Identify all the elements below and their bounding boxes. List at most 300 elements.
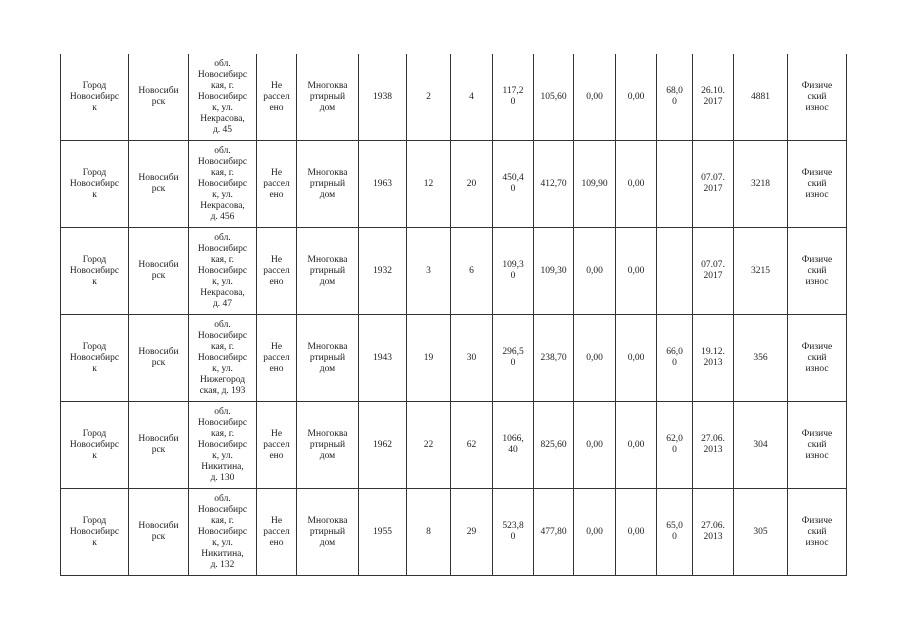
- cell-line: 412,70: [540, 178, 567, 189]
- count-a-cell: [407, 141, 451, 228]
- table-row: [61, 315, 847, 402]
- cell-text: [693, 521, 733, 543]
- cell-text: [788, 342, 846, 375]
- cell-line: обл.: [214, 319, 231, 330]
- cell-line: 2017: [703, 271, 723, 281]
- locality-cell: [61, 402, 129, 489]
- cell-line: дом: [319, 102, 336, 113]
- document-number-cell: [734, 54, 788, 141]
- cell-text: [129, 86, 188, 108]
- date-cell: [693, 402, 734, 489]
- cell-line: 0,00: [627, 439, 645, 450]
- cell-line: ский: [807, 439, 827, 450]
- cell-line: 2017: [703, 184, 723, 194]
- cell-text: [451, 266, 492, 277]
- cell-text: [616, 92, 656, 103]
- cell-line: обл.: [214, 232, 231, 243]
- cell-text: [359, 353, 406, 364]
- year-cell: [359, 402, 407, 489]
- document-number-cell: [734, 402, 788, 489]
- reason-cell: [788, 54, 847, 141]
- house-type-cell: [297, 489, 359, 576]
- cell-line: Физиче: [801, 428, 833, 439]
- cell-line: 1962: [373, 439, 392, 450]
- cell-line: Новосибирс: [69, 265, 120, 276]
- cell-text: [534, 353, 573, 364]
- cell-text: [407, 353, 450, 364]
- cell-text: [734, 92, 787, 103]
- cell-line: 0,00: [586, 526, 603, 537]
- cell-text: [189, 494, 256, 571]
- cell-text: [297, 429, 358, 462]
- cell-text: [574, 527, 615, 538]
- cell-text: [61, 81, 128, 114]
- cell-line: Не: [270, 80, 283, 91]
- cell-text: [61, 168, 128, 201]
- cell-line: износ: [805, 189, 829, 200]
- cell-line: 07.07.: [701, 173, 725, 183]
- cell-line: Город: [82, 254, 107, 265]
- cell-line: 2013: [703, 445, 723, 455]
- cell-line: ский: [807, 265, 827, 276]
- cell-line: 0: [672, 97, 677, 107]
- cell-text: [534, 440, 573, 451]
- cell-line: 1943: [373, 352, 392, 363]
- cell-line: 2017: [703, 97, 723, 107]
- cell-line: 4881: [751, 91, 770, 102]
- cell-line: 07.07.: [701, 260, 725, 270]
- cell-text: [657, 347, 692, 369]
- cell-line: Новосибирс: [69, 91, 120, 102]
- cell-line: 1932: [373, 265, 392, 276]
- cell-line: 3215: [751, 265, 770, 276]
- cell-line: кая, г.: [210, 167, 234, 178]
- cell-line: 40: [508, 445, 518, 455]
- table-row: [61, 54, 847, 141]
- cell-line: Город: [82, 428, 107, 439]
- house-type-cell: [297, 54, 359, 141]
- cell-line: дом: [319, 450, 336, 461]
- area-1-cell: [534, 489, 574, 576]
- cell-text: [493, 260, 533, 282]
- cell-line: Многоква: [307, 515, 348, 526]
- cell-text: [734, 179, 787, 190]
- house-type-cell: [297, 228, 359, 315]
- cell-line: 2: [426, 91, 431, 102]
- count-b-cell: [451, 489, 493, 576]
- cell-text: [359, 440, 406, 451]
- cell-line: 1066,: [502, 434, 524, 444]
- cell-line: д. 47: [212, 298, 233, 309]
- cell-text: [574, 353, 615, 364]
- area-1-cell: [534, 315, 574, 402]
- cell-text: [297, 342, 358, 375]
- cell-text: [297, 516, 358, 549]
- cell-text: [693, 86, 733, 108]
- cell-line: ский: [807, 526, 827, 537]
- cell-line: ртирный: [309, 91, 346, 102]
- area-4-cell: [657, 141, 693, 228]
- area-3-cell: [616, 489, 657, 576]
- cell-line: к: [92, 450, 97, 461]
- cell-text: [574, 440, 615, 451]
- cell-line: Новосибирс: [69, 439, 120, 450]
- cell-line: износ: [805, 450, 829, 461]
- cell-line: Город: [82, 167, 107, 178]
- cell-line: к, ул.: [212, 102, 233, 113]
- year-cell: [359, 489, 407, 576]
- cell-line: Новосибирс: [197, 156, 248, 167]
- cell-line: кая, г.: [210, 515, 234, 526]
- cell-text: [534, 179, 573, 190]
- area-3-cell: [616, 228, 657, 315]
- cell-line: износ: [805, 102, 829, 113]
- cell-line: к, ул.: [212, 450, 233, 461]
- cell-line: 0,00: [627, 526, 645, 537]
- area-total-cell: [493, 54, 534, 141]
- cell-line: 0,00: [627, 265, 645, 276]
- cell-line: Новосибирс: [197, 265, 248, 276]
- cell-line: Не: [270, 515, 283, 526]
- cell-line: рассел: [263, 91, 290, 102]
- cell-line: 26.10.: [701, 86, 725, 96]
- reason-cell: [788, 402, 847, 489]
- cell-text: [359, 92, 406, 103]
- cell-text: [407, 527, 450, 538]
- house-type-cell: [297, 141, 359, 228]
- cell-text: [61, 255, 128, 288]
- cell-line: 450,4: [502, 173, 524, 183]
- cell-line: 0,00: [627, 352, 645, 363]
- cell-line: Новосибирс: [197, 330, 248, 341]
- cell-line: рассел: [263, 439, 290, 450]
- cell-line: 27.06.: [701, 434, 725, 444]
- cell-line: Не: [270, 428, 283, 439]
- area-2-cell: [574, 315, 616, 402]
- document-number-cell: [734, 489, 788, 576]
- cell-line: ено: [269, 102, 284, 113]
- area-4-cell: [657, 54, 693, 141]
- cell-line: рск: [151, 97, 166, 107]
- cell-text: [451, 179, 492, 190]
- cell-text: [297, 81, 358, 114]
- date-cell: [693, 315, 734, 402]
- cell-line: 68,0: [666, 86, 683, 96]
- cell-line: рассел: [263, 526, 290, 537]
- cell-text: [616, 266, 656, 277]
- cell-line: 477,80: [540, 526, 567, 537]
- house-type-cell: [297, 315, 359, 402]
- count-b-cell: [451, 54, 493, 141]
- cell-text: [451, 353, 492, 364]
- municipality-cell: [129, 141, 189, 228]
- cell-text: [129, 434, 188, 456]
- cell-text: [788, 81, 846, 114]
- cell-line: Физиче: [801, 515, 833, 526]
- count-a-cell: [407, 54, 451, 141]
- area-3-cell: [616, 315, 657, 402]
- cell-line: рассел: [263, 178, 290, 189]
- cell-line: 356: [753, 352, 768, 363]
- cell-line: 12: [423, 178, 434, 189]
- cell-text: [407, 440, 450, 451]
- area-4-cell: [657, 402, 693, 489]
- count-b-cell: [451, 402, 493, 489]
- table-body: [61, 54, 847, 576]
- resettlement-status-cell: [257, 489, 297, 576]
- area-total-cell: [493, 315, 534, 402]
- cell-line: Не: [270, 167, 283, 178]
- cell-text: [657, 86, 692, 108]
- cell-line: к: [92, 537, 97, 548]
- cell-text: [534, 266, 573, 277]
- cell-text: [61, 429, 128, 462]
- area-4-cell: [657, 489, 693, 576]
- cell-line: рассел: [263, 265, 290, 276]
- cell-text: [574, 92, 615, 103]
- municipality-cell: [129, 315, 189, 402]
- cell-line: ский: [807, 91, 827, 102]
- house-type-cell: [297, 402, 359, 489]
- cell-line: 105,60: [540, 91, 567, 102]
- cell-line: Новосиби: [138, 347, 179, 357]
- count-b-cell: [451, 228, 493, 315]
- cell-line: 109,30: [540, 265, 567, 276]
- cell-line: к: [92, 102, 97, 113]
- cell-text: [359, 527, 406, 538]
- cell-text: [407, 266, 450, 277]
- address-cell: [189, 141, 257, 228]
- date-cell: [693, 54, 734, 141]
- year-cell: [359, 141, 407, 228]
- cell-line: ено: [269, 537, 284, 548]
- cell-line: д. 456: [210, 211, 235, 222]
- cell-text: [61, 342, 128, 375]
- cell-line: 238,70: [540, 352, 567, 363]
- cell-line: 0: [510, 97, 516, 107]
- cell-text: [257, 516, 296, 549]
- date-cell: [693, 228, 734, 315]
- cell-line: 825,60: [540, 439, 567, 450]
- cell-line: Новосибирс: [197, 178, 248, 189]
- cell-line: 62: [466, 439, 477, 450]
- cell-text: [693, 434, 733, 456]
- housing-registry-table: [60, 54, 847, 576]
- cell-line: кая, г.: [210, 428, 234, 439]
- cell-text: [616, 440, 656, 451]
- cell-line: рск: [151, 445, 166, 455]
- cell-text: [788, 429, 846, 462]
- area-1-cell: [534, 54, 574, 141]
- resettlement-status-cell: [257, 141, 297, 228]
- cell-line: 0,00: [627, 178, 645, 189]
- cell-line: Новосибирс: [197, 352, 248, 363]
- year-cell: [359, 54, 407, 141]
- cell-line: кая, г.: [210, 80, 234, 91]
- cell-line: 304: [753, 439, 768, 450]
- cell-text: [359, 266, 406, 277]
- cell-text: [451, 527, 492, 538]
- address-cell: [189, 489, 257, 576]
- cell-text: [189, 233, 256, 310]
- cell-line: Физиче: [801, 341, 833, 352]
- cell-line: рск: [151, 532, 166, 542]
- cell-text: [734, 440, 787, 451]
- cell-line: 0,00: [586, 439, 603, 450]
- count-b-cell: [451, 141, 493, 228]
- table-row: [61, 402, 847, 489]
- area-4-cell: [657, 315, 693, 402]
- cell-line: ртирный: [309, 526, 346, 537]
- cell-line: рск: [151, 184, 166, 194]
- municipality-cell: [129, 402, 189, 489]
- cell-line: Новосибирс: [197, 91, 248, 102]
- cell-line: к: [92, 276, 97, 287]
- table-row: [61, 141, 847, 228]
- date-cell: [693, 141, 734, 228]
- cell-line: Многоква: [307, 428, 348, 439]
- area-2-cell: [574, 489, 616, 576]
- cell-line: кая, г.: [210, 254, 234, 265]
- cell-line: 3218: [751, 178, 770, 189]
- cell-text: [734, 353, 787, 364]
- cell-line: к: [92, 189, 97, 200]
- cell-line: 29: [466, 526, 477, 537]
- cell-text: [129, 347, 188, 369]
- cell-line: Новосибирс: [197, 417, 248, 428]
- cell-line: 1963: [373, 178, 392, 189]
- cell-line: Многоква: [307, 167, 348, 178]
- cell-text: [257, 81, 296, 114]
- cell-line: Никитина,: [201, 548, 244, 559]
- cell-line: Новосибирс: [197, 243, 248, 254]
- address-cell: [189, 402, 257, 489]
- cell-line: ртирный: [309, 352, 346, 363]
- cell-line: 117,2: [502, 86, 524, 96]
- area-3-cell: [616, 402, 657, 489]
- address-cell: [189, 315, 257, 402]
- area-1-cell: [534, 228, 574, 315]
- municipality-cell: [129, 489, 189, 576]
- cell-line: ено: [269, 363, 284, 374]
- cell-line: 27.06.: [701, 521, 725, 531]
- cell-line: к, ул.: [212, 363, 233, 374]
- cell-line: рассел: [263, 352, 290, 363]
- cell-text: [493, 347, 533, 369]
- date-cell: [693, 489, 734, 576]
- cell-line: 0: [510, 184, 516, 194]
- cell-line: Физиче: [801, 167, 833, 178]
- area-2-cell: [574, 228, 616, 315]
- cell-line: износ: [805, 276, 829, 287]
- resettlement-status-cell: [257, 402, 297, 489]
- cell-line: износ: [805, 537, 829, 548]
- count-a-cell: [407, 228, 451, 315]
- cell-line: 20: [466, 178, 477, 189]
- cell-line: 0,00: [627, 91, 645, 102]
- cell-text: [451, 440, 492, 451]
- cell-line: Многоква: [307, 254, 348, 265]
- cell-line: Некрасова,: [200, 200, 245, 211]
- area-1-cell: [534, 141, 574, 228]
- cell-line: 296,5: [502, 347, 524, 357]
- cell-text: [189, 59, 256, 136]
- area-2-cell: [574, 402, 616, 489]
- area-total-cell: [493, 228, 534, 315]
- cell-line: 0,00: [586, 265, 603, 276]
- cell-line: 523,8: [502, 521, 524, 531]
- cell-text: [693, 173, 733, 195]
- cell-line: Не: [270, 341, 283, 352]
- cell-line: Некрасова,: [200, 113, 245, 124]
- cell-line: Новосиби: [138, 434, 179, 444]
- document-number-cell: [734, 141, 788, 228]
- cell-text: [534, 92, 573, 103]
- cell-text: [493, 434, 533, 456]
- cell-text: [257, 255, 296, 288]
- cell-line: Многоква: [307, 341, 348, 352]
- cell-line: ртирный: [309, 265, 346, 276]
- area-4-cell: [657, 228, 693, 315]
- cell-line: ено: [269, 276, 284, 287]
- cell-line: Не: [270, 254, 283, 265]
- cell-line: 6: [469, 265, 474, 276]
- cell-line: обл.: [214, 493, 231, 504]
- cell-line: 0: [672, 358, 677, 368]
- cell-line: Новосиби: [138, 86, 179, 96]
- cell-line: кая, г.: [210, 341, 234, 352]
- cell-line: износ: [805, 363, 829, 374]
- cell-line: д. 130: [210, 472, 235, 483]
- cell-line: 22: [423, 439, 434, 450]
- locality-cell: [61, 228, 129, 315]
- cell-line: дом: [319, 189, 336, 200]
- cell-line: 30: [466, 352, 477, 363]
- cell-line: 0: [510, 358, 516, 368]
- cell-text: [189, 407, 256, 484]
- cell-line: 65,0: [666, 521, 683, 531]
- area-1-cell: [534, 402, 574, 489]
- table-row: [61, 489, 847, 576]
- cell-text: [189, 320, 256, 397]
- resettlement-status-cell: [257, 54, 297, 141]
- cell-line: ртирный: [309, 178, 346, 189]
- cell-line: обл.: [214, 406, 231, 417]
- cell-line: Новосибирс: [197, 504, 248, 515]
- cell-line: ская, д. 193: [199, 385, 246, 396]
- municipality-cell: [129, 228, 189, 315]
- count-a-cell: [407, 489, 451, 576]
- cell-text: [788, 168, 846, 201]
- locality-cell: [61, 315, 129, 402]
- cell-line: Нижегород: [199, 374, 246, 385]
- locality-cell: [61, 141, 129, 228]
- cell-line: Город: [82, 341, 107, 352]
- cell-line: Новосибирс: [197, 526, 248, 537]
- cell-text: [493, 521, 533, 543]
- count-a-cell: [407, 315, 451, 402]
- locality-cell: [61, 489, 129, 576]
- cell-text: [407, 179, 450, 190]
- area-total-cell: [493, 402, 534, 489]
- cell-line: д. 132: [210, 559, 235, 570]
- cell-line: Город: [82, 515, 107, 526]
- table-row: [61, 228, 847, 315]
- cell-line: 3: [426, 265, 431, 276]
- cell-line: дом: [319, 537, 336, 548]
- area-total-cell: [493, 141, 534, 228]
- cell-line: ский: [807, 178, 827, 189]
